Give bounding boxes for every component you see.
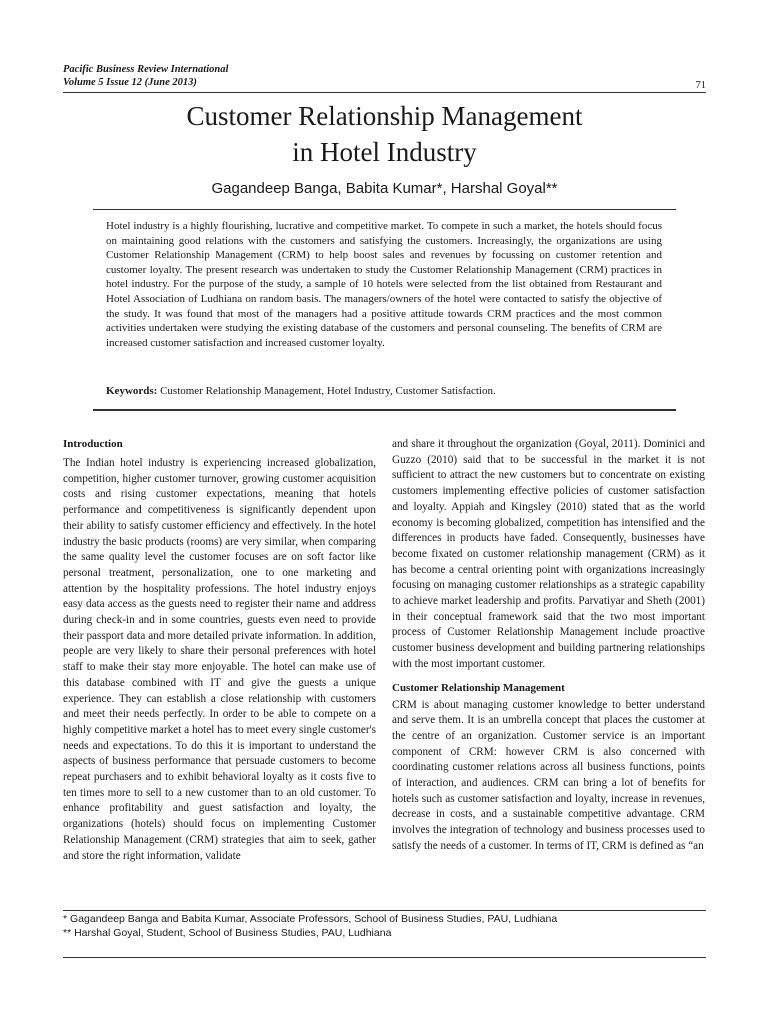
footnotes (63, 912, 706, 940)
title-line-2: in Hotel Industry (292, 137, 477, 167)
abstract: Hotel industry is a highly flourishing, lucrative and competitive market. To compete in such a market, the hotels should focus on maintaining good relations with the customers and satisfying the customers. Increasingly, the organizations are using Customer Relationship Management (CRM) to help boost sales and revenues by focussing on customer retention and customer loyalty. The present research was undertaken to study the Customer Relationship Management (CRM) practices in hotel industry. For the purpose of the study, a sample of 10 hotels were selected from the list obtained from Restaurant and Hotel Association of Ludhiana on random basis. The managers/owners of the hotel were contacted to satisfy the objective of the study. It was found that most of the managers had a positive attitude towards CRM practices and the most common activities undertaken were studying the existing database of the customers and personal counseling. The benefits of CRM are increased customer satisfaction and increased customer loyalty. (106, 220, 662, 349)
footnote-2: ** Harshal Goyal, Student, School of Business Studies, PAU, Ludhiana (63, 927, 392, 939)
footnote-1: * Gagandeep Banga and Babita Kumar, Associate Professors, School of Business Studies, PAU, Ludhiana (63, 913, 558, 925)
abstract-bottom-rule (93, 409, 676, 411)
header-rule (63, 92, 706, 93)
keywords-text: Customer Relationship Management, Hotel Industry, Customer Satisfaction. (160, 385, 496, 397)
footnote-rule (63, 910, 706, 911)
left-column (63, 437, 376, 866)
authors: Gagandeep Banga, Babita Kumar*, Harshal Goyal** (211, 180, 558, 197)
keywords-label: Keywords: (106, 385, 158, 397)
right-column (392, 437, 705, 857)
page-bottom-rule (63, 957, 706, 958)
introduction-heading: Introduction (63, 438, 123, 450)
crm-heading: Customer Relationship Management (392, 681, 565, 694)
journal-name: Pacific Business Review International (63, 64, 229, 75)
introduction-paragraph: The Indian hotel industry is experiencing increased globalization, competition, higher customer turnover, growing customer acquisition costs and rising customer expectations, meaning that hotels performance and competitiveness is significantly dependent upon their ability to satisfy customer efficiency and effectively. In the hotel industry the basic products (rooms) are very similar, when comparing the same quality level the customer focuses are on soft factor like personal treatment, personalization, one to one marketing and attention by the hospitality professions. The hotel industry enjoys easy data access as the guests need to register their name and address during check-in and in some countries, guests even need to provide their passport data and more detailed private information. In addition, people are very likely to share their personal preferences with hotel staff to make their stay more enjoyable. The hotel can make use of this database combined with IT and give the guests a unique experience. They can establish a close relationship with customers and meet their needs perfectly. In order to be able to compete on a highly competitive market a hotel has to meet every single customer's needs and expectations. To do this it is important to understand the aspects of business performance that persuade customers to become repeat purchasers and to exhibit behavioral loyalty as it costs five to ten times more to sell to a new customer than to an old customer. To enhance profitability and guest satisfaction and loyalty, the organizations (hotels) should focus on implementing Customer Relationship Management (CRM) strategies that aim to seek, gather and store the right information, validate (63, 457, 376, 862)
title-line-1: Customer Relationship Management (186, 101, 583, 131)
paper-title (63, 98, 706, 170)
crm-paragraph: CRM is about managing customer knowledge to better understand and serve them. It is an umbrella concept that places the customer at the centre of an organization. Customer service is an important component of CRM: however CRM is also concerned with coordinating customer relations across all business functions, points of interaction, and audiences. CRM can bring a lot of benefits for hotels such as customer satisfaction and loyalty, increase in revenues, decrease in costs, and a sustainable competitive advantage. CRM involves the integration of technology and business processes used to satisfy the needs of a customer. In terms of IT, CRM is defined as “an (392, 698, 705, 852)
keywords (106, 384, 662, 398)
journal-header (63, 63, 228, 89)
page-number: 71 (695, 80, 706, 91)
introduction-continued-paragraph: and share it throughout the organization (Goyal, 2011). Dominici and Guzzo (2010) said that to be successful in the market it is not sufficient to attract the new customers but to concentrate on existing customers implementing effective policies of customer satisfaction and loyalty. Appiah and Kingsley (2010) stated that as the world economy is becoming globalized, competition has intensified and the differences in products have faded. Consequently, businesses have become fixated on customer relationship management (CRM) as it has become a central orienting point with organizations increasingly focusing on managing customer relationships as a strategic capability to achieve market leadership and profits. Parvatiyar and Sheth (2001) in their conceptual framework said that the two most important process of Customer Relationship Management include proactive customer business development and building partnering relationships with the most important customer. (392, 438, 705, 670)
journal-volume: Volume 5 Issue 12 (June 2013) (63, 77, 197, 88)
abstract-top-rule (93, 209, 676, 210)
